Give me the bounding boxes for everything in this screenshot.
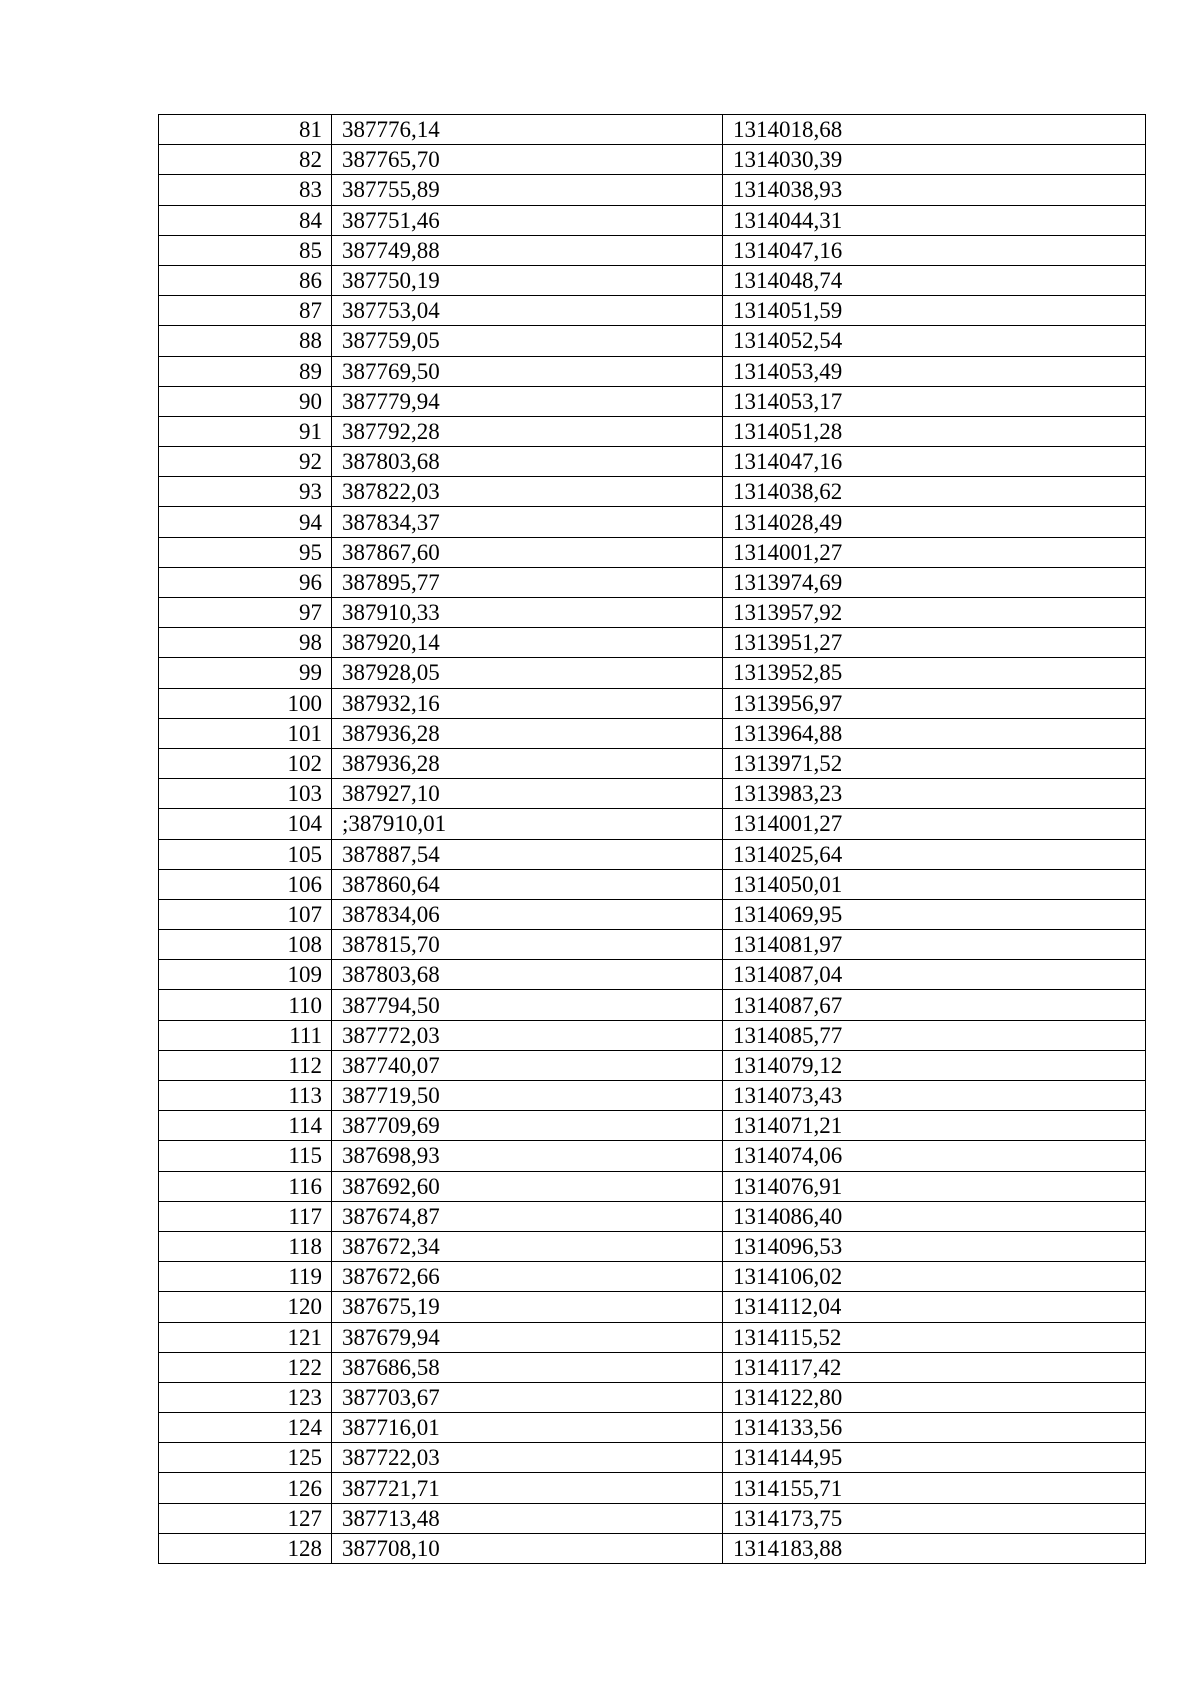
y-coordinate-cell: 1314044,31	[723, 205, 1146, 235]
x-coordinate-cell: 387920,14	[332, 628, 723, 658]
table-row	[159, 145, 1146, 175]
point-number-cell: 100	[159, 688, 332, 718]
y-coordinate-cell: 1314133,56	[723, 1413, 1146, 1443]
x-coordinate-cell: 387679,94	[332, 1322, 723, 1352]
table-row	[159, 930, 1146, 960]
point-number-cell: 93	[159, 477, 332, 507]
y-coordinate-cell: 1314085,77	[723, 1020, 1146, 1050]
y-coordinate-cell: 1313983,23	[723, 779, 1146, 809]
x-coordinate-cell: 387672,34	[332, 1231, 723, 1261]
x-coordinate-cell: 387716,01	[332, 1413, 723, 1443]
table-row	[159, 1201, 1146, 1231]
y-coordinate-cell: 1314030,39	[723, 145, 1146, 175]
y-coordinate-cell: 1314051,59	[723, 296, 1146, 326]
point-number-cell: 105	[159, 839, 332, 869]
point-number-cell: 103	[159, 779, 332, 809]
y-coordinate-cell: 1314081,97	[723, 930, 1146, 960]
y-coordinate-cell: 1314047,16	[723, 235, 1146, 265]
point-number-cell: 117	[159, 1201, 332, 1231]
y-coordinate-cell: 1314001,27	[723, 809, 1146, 839]
x-coordinate-cell: 387815,70	[332, 930, 723, 960]
y-coordinate-cell: 1314112,04	[723, 1292, 1146, 1322]
table-row	[159, 779, 1146, 809]
x-coordinate-cell: 387936,28	[332, 748, 723, 778]
point-number-cell: 98	[159, 628, 332, 658]
x-coordinate-cell: 387860,64	[332, 869, 723, 899]
table-row	[159, 1503, 1146, 1533]
y-coordinate-cell: 1314074,06	[723, 1141, 1146, 1171]
x-coordinate-cell: 387719,50	[332, 1081, 723, 1111]
x-coordinate-cell: 387703,67	[332, 1382, 723, 1412]
table-row	[159, 1020, 1146, 1050]
y-coordinate-cell: 1314117,42	[723, 1352, 1146, 1382]
x-coordinate-cell: 387755,89	[332, 175, 723, 205]
table-row	[159, 839, 1146, 869]
x-coordinate-cell: 387692,60	[332, 1171, 723, 1201]
point-number-cell: 99	[159, 658, 332, 688]
point-number-cell: 107	[159, 899, 332, 929]
point-number-cell: 104	[159, 809, 332, 839]
point-number-cell: 125	[159, 1443, 332, 1473]
table-row	[159, 477, 1146, 507]
x-coordinate-cell: 387709,69	[332, 1111, 723, 1141]
y-coordinate-cell: 1314047,16	[723, 447, 1146, 477]
point-number-cell: 110	[159, 990, 332, 1020]
y-coordinate-cell: 1314001,27	[723, 537, 1146, 567]
point-number-cell: 82	[159, 145, 332, 175]
x-coordinate-cell: 387772,03	[332, 1020, 723, 1050]
point-number-cell: 83	[159, 175, 332, 205]
y-coordinate-cell: 1313952,85	[723, 658, 1146, 688]
y-coordinate-cell: 1313957,92	[723, 598, 1146, 628]
point-number-cell: 81	[159, 115, 332, 145]
table-row	[159, 718, 1146, 748]
x-coordinate-cell: 387765,70	[332, 145, 723, 175]
point-number-cell: 120	[159, 1292, 332, 1322]
y-coordinate-cell: 1314025,64	[723, 839, 1146, 869]
point-number-cell: 94	[159, 507, 332, 537]
point-number-cell: 96	[159, 567, 332, 597]
x-coordinate-cell: 387759,05	[332, 326, 723, 356]
point-number-cell: 106	[159, 869, 332, 899]
x-coordinate-cell: 387822,03	[332, 477, 723, 507]
x-coordinate-cell: 387721,71	[332, 1473, 723, 1503]
x-coordinate-cell: 387750,19	[332, 265, 723, 295]
x-coordinate-cell: 387887,54	[332, 839, 723, 869]
table-row	[159, 1352, 1146, 1382]
x-coordinate-cell: 387753,04	[332, 296, 723, 326]
y-coordinate-cell: 1314053,17	[723, 386, 1146, 416]
point-number-cell: 101	[159, 718, 332, 748]
table-row	[159, 356, 1146, 386]
point-number-cell: 85	[159, 235, 332, 265]
point-number-cell: 128	[159, 1533, 332, 1563]
x-coordinate-cell: 387932,16	[332, 688, 723, 718]
y-coordinate-cell: 1314073,43	[723, 1081, 1146, 1111]
x-coordinate-cell: 387794,50	[332, 990, 723, 1020]
x-coordinate-cell: 387936,28	[332, 718, 723, 748]
table-row	[159, 1533, 1146, 1563]
x-coordinate-cell: 387698,93	[332, 1141, 723, 1171]
x-coordinate-cell: 387675,19	[332, 1292, 723, 1322]
point-number-cell: 124	[159, 1413, 332, 1443]
y-coordinate-cell: 1314048,74	[723, 265, 1146, 295]
point-number-cell: 84	[159, 205, 332, 235]
x-coordinate-cell: 387803,68	[332, 960, 723, 990]
y-coordinate-cell: 1314050,01	[723, 869, 1146, 899]
x-coordinate-cell: 387803,68	[332, 447, 723, 477]
table-row	[159, 326, 1146, 356]
x-coordinate-cell: 387910,33	[332, 598, 723, 628]
table-row	[159, 296, 1146, 326]
y-coordinate-cell: 1313956,97	[723, 688, 1146, 718]
table-row	[159, 1473, 1146, 1503]
y-coordinate-cell: 1314038,93	[723, 175, 1146, 205]
point-number-cell: 114	[159, 1111, 332, 1141]
point-number-cell: 115	[159, 1141, 332, 1171]
x-coordinate-cell: 387740,07	[332, 1050, 723, 1080]
point-number-cell: 97	[159, 598, 332, 628]
table-row	[159, 1322, 1146, 1352]
x-coordinate-cell: 387834,06	[332, 899, 723, 929]
y-coordinate-cell: 1314115,52	[723, 1322, 1146, 1352]
table-row	[159, 205, 1146, 235]
y-coordinate-cell: 1314173,75	[723, 1503, 1146, 1533]
x-coordinate-cell: 387708,10	[332, 1533, 723, 1563]
y-coordinate-cell: 1314038,62	[723, 477, 1146, 507]
point-number-cell: 102	[159, 748, 332, 778]
x-coordinate-cell: 387792,28	[332, 416, 723, 446]
x-coordinate-cell: 387776,14	[332, 115, 723, 145]
point-number-cell: 112	[159, 1050, 332, 1080]
y-coordinate-cell: 1314018,68	[723, 115, 1146, 145]
y-coordinate-cell: 1314155,71	[723, 1473, 1146, 1503]
table-row	[159, 1081, 1146, 1111]
y-coordinate-cell: 1314076,91	[723, 1171, 1146, 1201]
table-row	[159, 869, 1146, 899]
x-coordinate-cell: 387749,88	[332, 235, 723, 265]
table-row	[159, 1231, 1146, 1261]
table-row	[159, 748, 1146, 778]
table-row	[159, 175, 1146, 205]
y-coordinate-cell: 1314053,49	[723, 356, 1146, 386]
y-coordinate-cell: 1314106,02	[723, 1262, 1146, 1292]
x-coordinate-cell: 387686,58	[332, 1352, 723, 1382]
table-row	[159, 115, 1146, 145]
x-coordinate-cell: 387713,48	[332, 1503, 723, 1533]
point-number-cell: 113	[159, 1081, 332, 1111]
point-number-cell: 86	[159, 265, 332, 295]
table-row	[159, 447, 1146, 477]
table-row	[159, 265, 1146, 295]
table-row	[159, 899, 1146, 929]
table-row	[159, 507, 1146, 537]
x-coordinate-cell: 387769,50	[332, 356, 723, 386]
table-row	[159, 1292, 1146, 1322]
y-coordinate-cell: 1314087,67	[723, 990, 1146, 1020]
y-coordinate-cell: 1313971,52	[723, 748, 1146, 778]
table-row	[159, 567, 1146, 597]
point-number-cell: 87	[159, 296, 332, 326]
coordinates-table-body	[159, 115, 1146, 1564]
point-number-cell: 111	[159, 1020, 332, 1050]
y-coordinate-cell: 1314071,21	[723, 1111, 1146, 1141]
y-coordinate-cell: 1314087,04	[723, 960, 1146, 990]
y-coordinate-cell: 1314122,80	[723, 1382, 1146, 1412]
point-number-cell: 91	[159, 416, 332, 446]
table-row	[159, 1382, 1146, 1412]
point-number-cell: 109	[159, 960, 332, 990]
y-coordinate-cell: 1314079,12	[723, 1050, 1146, 1080]
point-number-cell: 108	[159, 930, 332, 960]
point-number-cell: 118	[159, 1231, 332, 1261]
point-number-cell: 95	[159, 537, 332, 567]
point-number-cell: 126	[159, 1473, 332, 1503]
point-number-cell: 127	[159, 1503, 332, 1533]
table-row	[159, 960, 1146, 990]
x-coordinate-cell: 387722,03	[332, 1443, 723, 1473]
y-coordinate-cell: 1314051,28	[723, 416, 1146, 446]
y-coordinate-cell: 1314086,40	[723, 1201, 1146, 1231]
table-row	[159, 1443, 1146, 1473]
y-coordinate-cell: 1314069,95	[723, 899, 1146, 929]
table-row	[159, 1141, 1146, 1171]
x-coordinate-cell: 387672,66	[332, 1262, 723, 1292]
table-row	[159, 628, 1146, 658]
x-coordinate-cell: 387867,60	[332, 537, 723, 567]
x-coordinate-cell: 387895,77	[332, 567, 723, 597]
table-row	[159, 1050, 1146, 1080]
table-row	[159, 416, 1146, 446]
table-row	[159, 658, 1146, 688]
table-row	[159, 1413, 1146, 1443]
table-row	[159, 1262, 1146, 1292]
point-number-cell: 121	[159, 1322, 332, 1352]
y-coordinate-cell: 1314028,49	[723, 507, 1146, 537]
table-row	[159, 688, 1146, 718]
x-coordinate-cell: 387928,05	[332, 658, 723, 688]
y-coordinate-cell: 1314096,53	[723, 1231, 1146, 1261]
point-number-cell: 119	[159, 1262, 332, 1292]
point-number-cell: 123	[159, 1382, 332, 1412]
point-number-cell: 116	[159, 1171, 332, 1201]
table-row	[159, 809, 1146, 839]
x-coordinate-cell: 387834,37	[332, 507, 723, 537]
x-coordinate-cell: ;387910,01	[332, 809, 723, 839]
point-number-cell: 92	[159, 447, 332, 477]
table-row	[159, 386, 1146, 416]
y-coordinate-cell: 1313964,88	[723, 718, 1146, 748]
y-coordinate-cell: 1313951,27	[723, 628, 1146, 658]
table-row	[159, 990, 1146, 1020]
y-coordinate-cell: 1313974,69	[723, 567, 1146, 597]
x-coordinate-cell: 387674,87	[332, 1201, 723, 1231]
point-number-cell: 122	[159, 1352, 332, 1382]
table-row	[159, 235, 1146, 265]
x-coordinate-cell: 387751,46	[332, 205, 723, 235]
x-coordinate-cell: 387927,10	[332, 779, 723, 809]
y-coordinate-cell: 1314052,54	[723, 326, 1146, 356]
x-coordinate-cell: 387779,94	[332, 386, 723, 416]
y-coordinate-cell: 1314144,95	[723, 1443, 1146, 1473]
point-number-cell: 89	[159, 356, 332, 386]
point-number-cell: 88	[159, 326, 332, 356]
y-coordinate-cell: 1314183,88	[723, 1533, 1146, 1563]
point-number-cell: 90	[159, 386, 332, 416]
table-row	[159, 1111, 1146, 1141]
table-row	[159, 1171, 1146, 1201]
table-row	[159, 598, 1146, 628]
table-row	[159, 537, 1146, 567]
coordinates-table	[158, 114, 1146, 1564]
